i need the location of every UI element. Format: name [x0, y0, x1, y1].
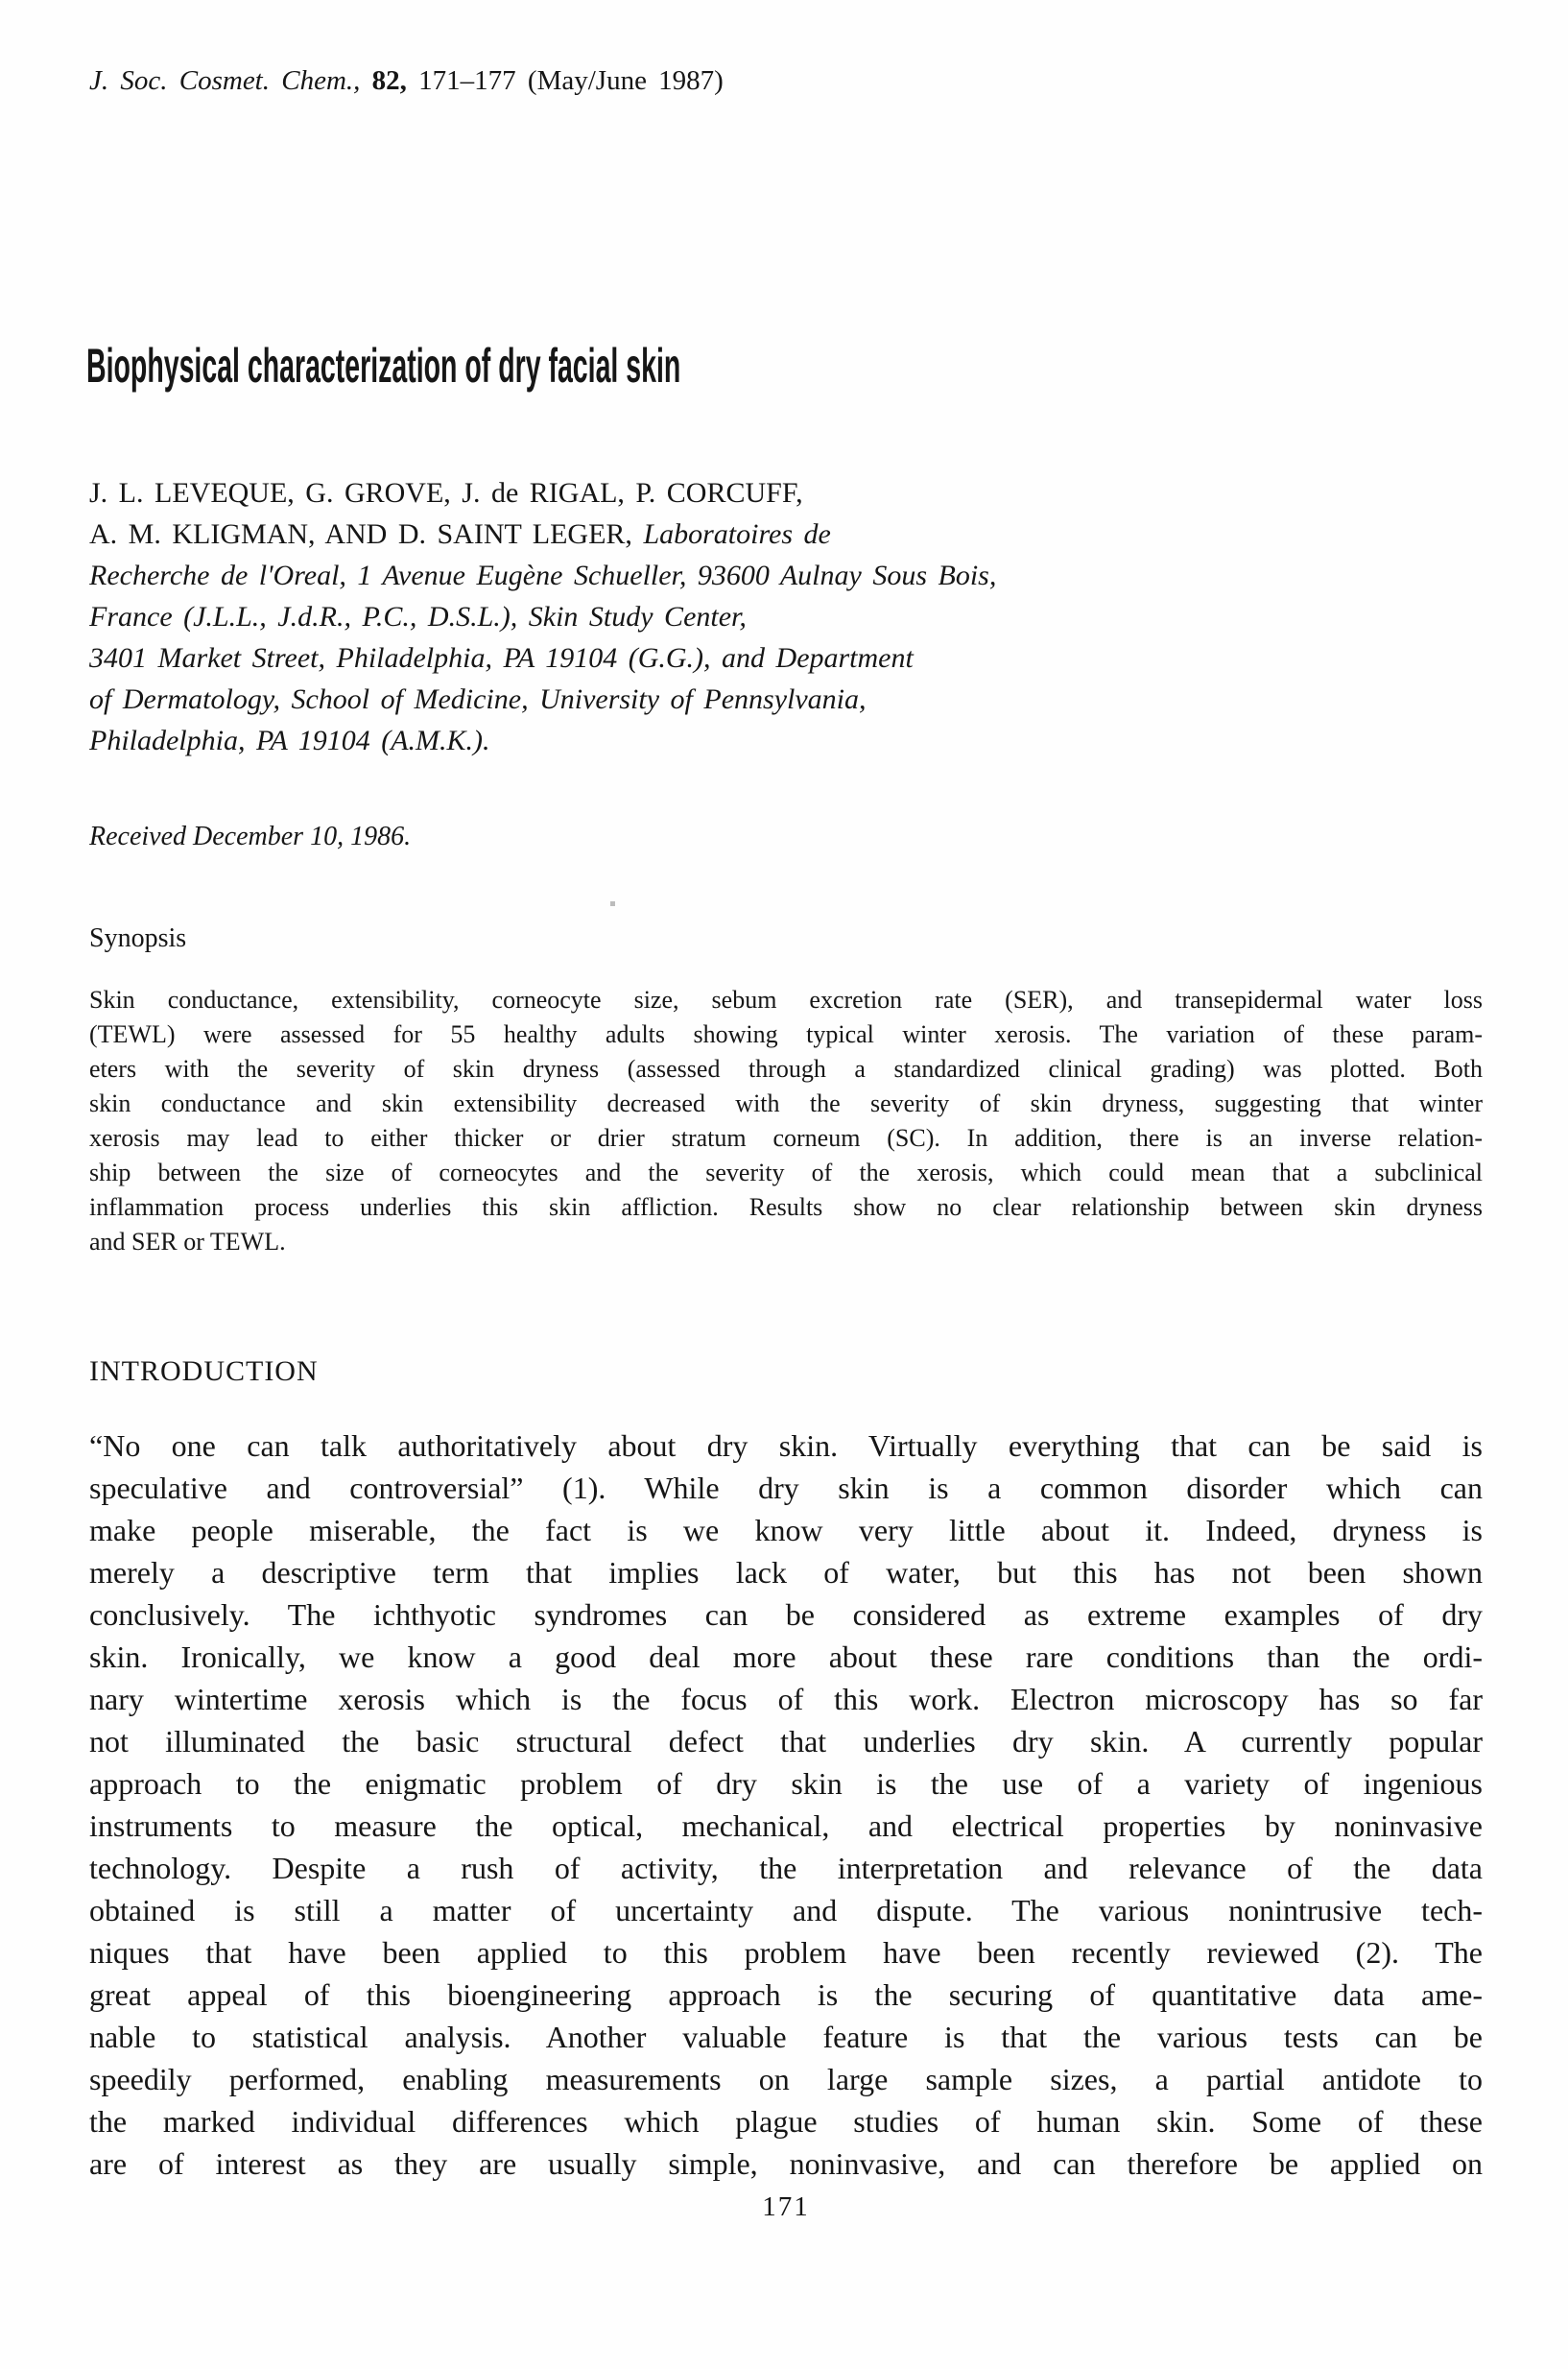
affiliation-line: 3401 Market Street, Philadelphia, PA 19104 (G.G.), and Department	[89, 642, 914, 674]
authors-affiliations-block	[89, 472, 996, 761]
introduction-text	[89, 1424, 1483, 2185]
affiliation-line: of Dermatology, School of Medicine, University of Pennsylvania,	[89, 683, 867, 715]
introduction-line: nable to statistical analysis. Another valuable feature is that the various tests can be	[89, 2020, 1483, 2054]
affiliation-italic: Laboratoires de	[643, 518, 831, 550]
introduction-line: speculative and controversial” (1). While dry skin is a common disorder which can	[89, 1471, 1483, 1505]
journal-name: J. Soc. Cosmet. Chem.,	[89, 65, 361, 96]
introduction-line: technology. Despite a rush of activity, the interpretation and relevance of the data	[89, 1851, 1483, 1885]
scan-speck	[610, 901, 615, 906]
introduction-line: merely a descriptive term that implies lack of water, but this has not been shown	[89, 1555, 1483, 1590]
introduction-heading: INTRODUCTION	[89, 1355, 319, 1387]
introduction-line: skin. Ironically, we know a good deal more about these rare conditions than the ordi-	[89, 1639, 1483, 1674]
introduction-line: “No one can talk authoritatively about dry skin. Virtually everything that can be said is	[89, 1428, 1483, 1463]
introduction-line: nary wintertime xerosis which is the focus of this work. Electron microscopy has so far	[89, 1682, 1483, 1716]
introduction-line: approach to the enigmatic problem of dry skin is the use of a variety of ingenious	[89, 1766, 1483, 1801]
synopsis-heading: Synopsis	[89, 923, 187, 953]
affiliation-line: France (J.L.L., J.d.R., P.C., D.S.L.), Skin Study Center,	[89, 601, 747, 633]
author-line	[89, 514, 996, 555]
synopsis-line: Skin conductance, extensibility, corneocyte size, sebum excretion rate (SER), and transepidermal water loss	[89, 986, 1483, 1014]
introduction-line: make people miserable, the fact is we know very little about it. Indeed, dryness is	[89, 1513, 1483, 1547]
introduction-line: obtained is still a matter of uncertainty and dispute. The various nonintrusive tech-	[89, 1893, 1483, 1927]
page-number: 171	[762, 2191, 810, 2222]
article-title	[86, 338, 1128, 394]
synopsis-line: ship between the size of corneocytes and the severity of the xerosis, which could mean that a subclinical	[89, 1159, 1483, 1186]
introduction-line: are of interest as they are usually simple, noninvasive, and can therefore be applied on	[89, 2146, 1483, 2181]
author-line: J. L. LEVEQUE, G. GROVE, J. de RIGAL, P. CORCUFF,	[89, 477, 803, 509]
introduction-line: niques that have been applied to this problem have been recently reviewed (2). The	[89, 1935, 1483, 1970]
synopsis-line: skin conductance and skin extensibility decreased with the severity of skin dryness, suggesting that winter	[89, 1089, 1483, 1117]
synopsis-line: inflammation process underlies this skin affliction. Results show no clear relationship between skin dryness	[89, 1193, 1483, 1221]
journal-citation	[89, 65, 724, 97]
volume-number: 82,	[371, 65, 407, 96]
introduction-line: speedily performed, enabling measurements on large sample sizes, a partial antidote to	[89, 2062, 1483, 2096]
pages-and-issue: 171–177 (May/June 1987)	[418, 65, 724, 96]
introduction-line: the marked individual differences which plague studies of human skin. Some of these	[89, 2104, 1483, 2139]
author-line-roman: A. M. KLIGMAN, AND D. SAINT LEGER,	[89, 518, 644, 550]
received-date: Received December 10, 1986.	[89, 822, 412, 851]
introduction-line: not illuminated the basic structural defect that underlies dry skin. A currently popular	[89, 1724, 1483, 1759]
synopsis-line: eters with the severity of skin dryness (assessed through a standardized clinical grading) was plotted. Both	[89, 1055, 1483, 1083]
introduction-line: great appeal of this bioengineering approach is the securing of quantitative data ame-	[89, 1977, 1483, 2012]
article-title-text: Biophysical characterization of dry facial skin	[86, 339, 681, 393]
synopsis-line: (TEWL) were assessed for 55 healthy adults showing typical winter xerosis. The variation of these param-	[89, 1020, 1483, 1048]
synopsis-line: and SER or TEWL.	[89, 1228, 286, 1256]
synopsis-line: xerosis may lead to either thicker or drier stratum corneum (SC). In addition, there is an inverse relation-	[89, 1124, 1483, 1152]
affiliation-line: Philadelphia, PA 19104 (A.M.K.).	[89, 725, 490, 756]
affiliation-line: Recherche de l'Oreal, 1 Avenue Eugène Schueller, 93600 Aulnay Sous Bois,	[89, 560, 997, 591]
introduction-line: instruments to measure the optical, mechanical, and electrical properties by noninvasive	[89, 1808, 1483, 1843]
introduction-line: conclusively. The ichthyotic syndromes can be considered as extreme examples of dry	[89, 1597, 1483, 1632]
synopsis-text	[89, 983, 1483, 1259]
